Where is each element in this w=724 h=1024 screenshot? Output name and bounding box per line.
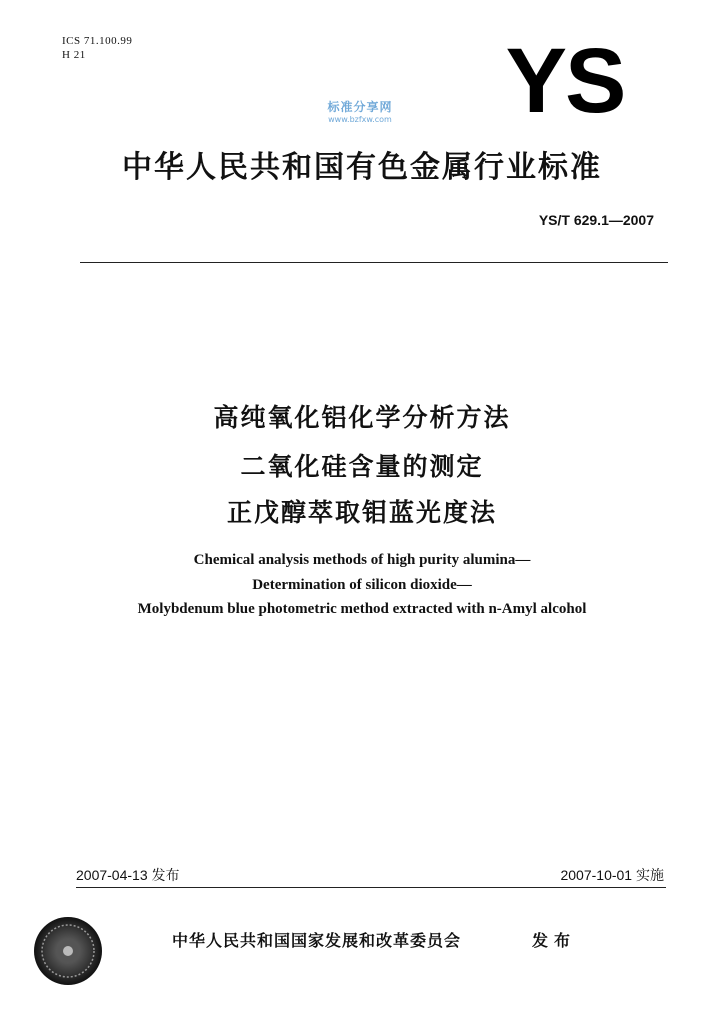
title-en-line1: Chemical analysis methods of high purity alumina— (193, 552, 531, 568)
title-cn-line1: 高纯氧化铝化学分析方法 (213, 403, 511, 432)
issuing-authority: 中华人民共和国国家发展和改革委员会 (172, 931, 462, 950)
footer-divider (76, 887, 666, 888)
seal-emblem (32, 915, 104, 987)
ys-logo (490, 40, 640, 120)
standard-code: YS/T 629.1—2007 (538, 212, 654, 228)
classification-codes (62, 34, 132, 62)
watermark-url: www.bzfxw.com (328, 115, 392, 124)
title-cn-line3: 正戊醇萃取钼蓝光度法 (226, 498, 497, 527)
header-divider (80, 262, 668, 263)
watermark-title: 标准分享网 (327, 100, 393, 114)
ics-code: ICS 71.100.99 (62, 35, 133, 47)
issue-label: 发布 (532, 931, 577, 950)
ys-logo-text: YS (505, 40, 625, 120)
ccs-code: H 21 (62, 49, 86, 61)
title-cn-line2: 二氧化硅含量的测定 (240, 452, 484, 481)
title-en-line2: Determination of silicon dioxide— (252, 577, 472, 593)
watermark (300, 98, 420, 124)
issue-date: 2007-04-13 发布 (76, 867, 180, 883)
implementation-date: 2007-10-01 实施 (560, 867, 664, 883)
standard-category-title: 中华人民共和国有色金属行业标准 (122, 150, 602, 185)
title-en-line3: Molybdenum blue photometric method extracted with n-Amyl alcohol (137, 601, 587, 617)
